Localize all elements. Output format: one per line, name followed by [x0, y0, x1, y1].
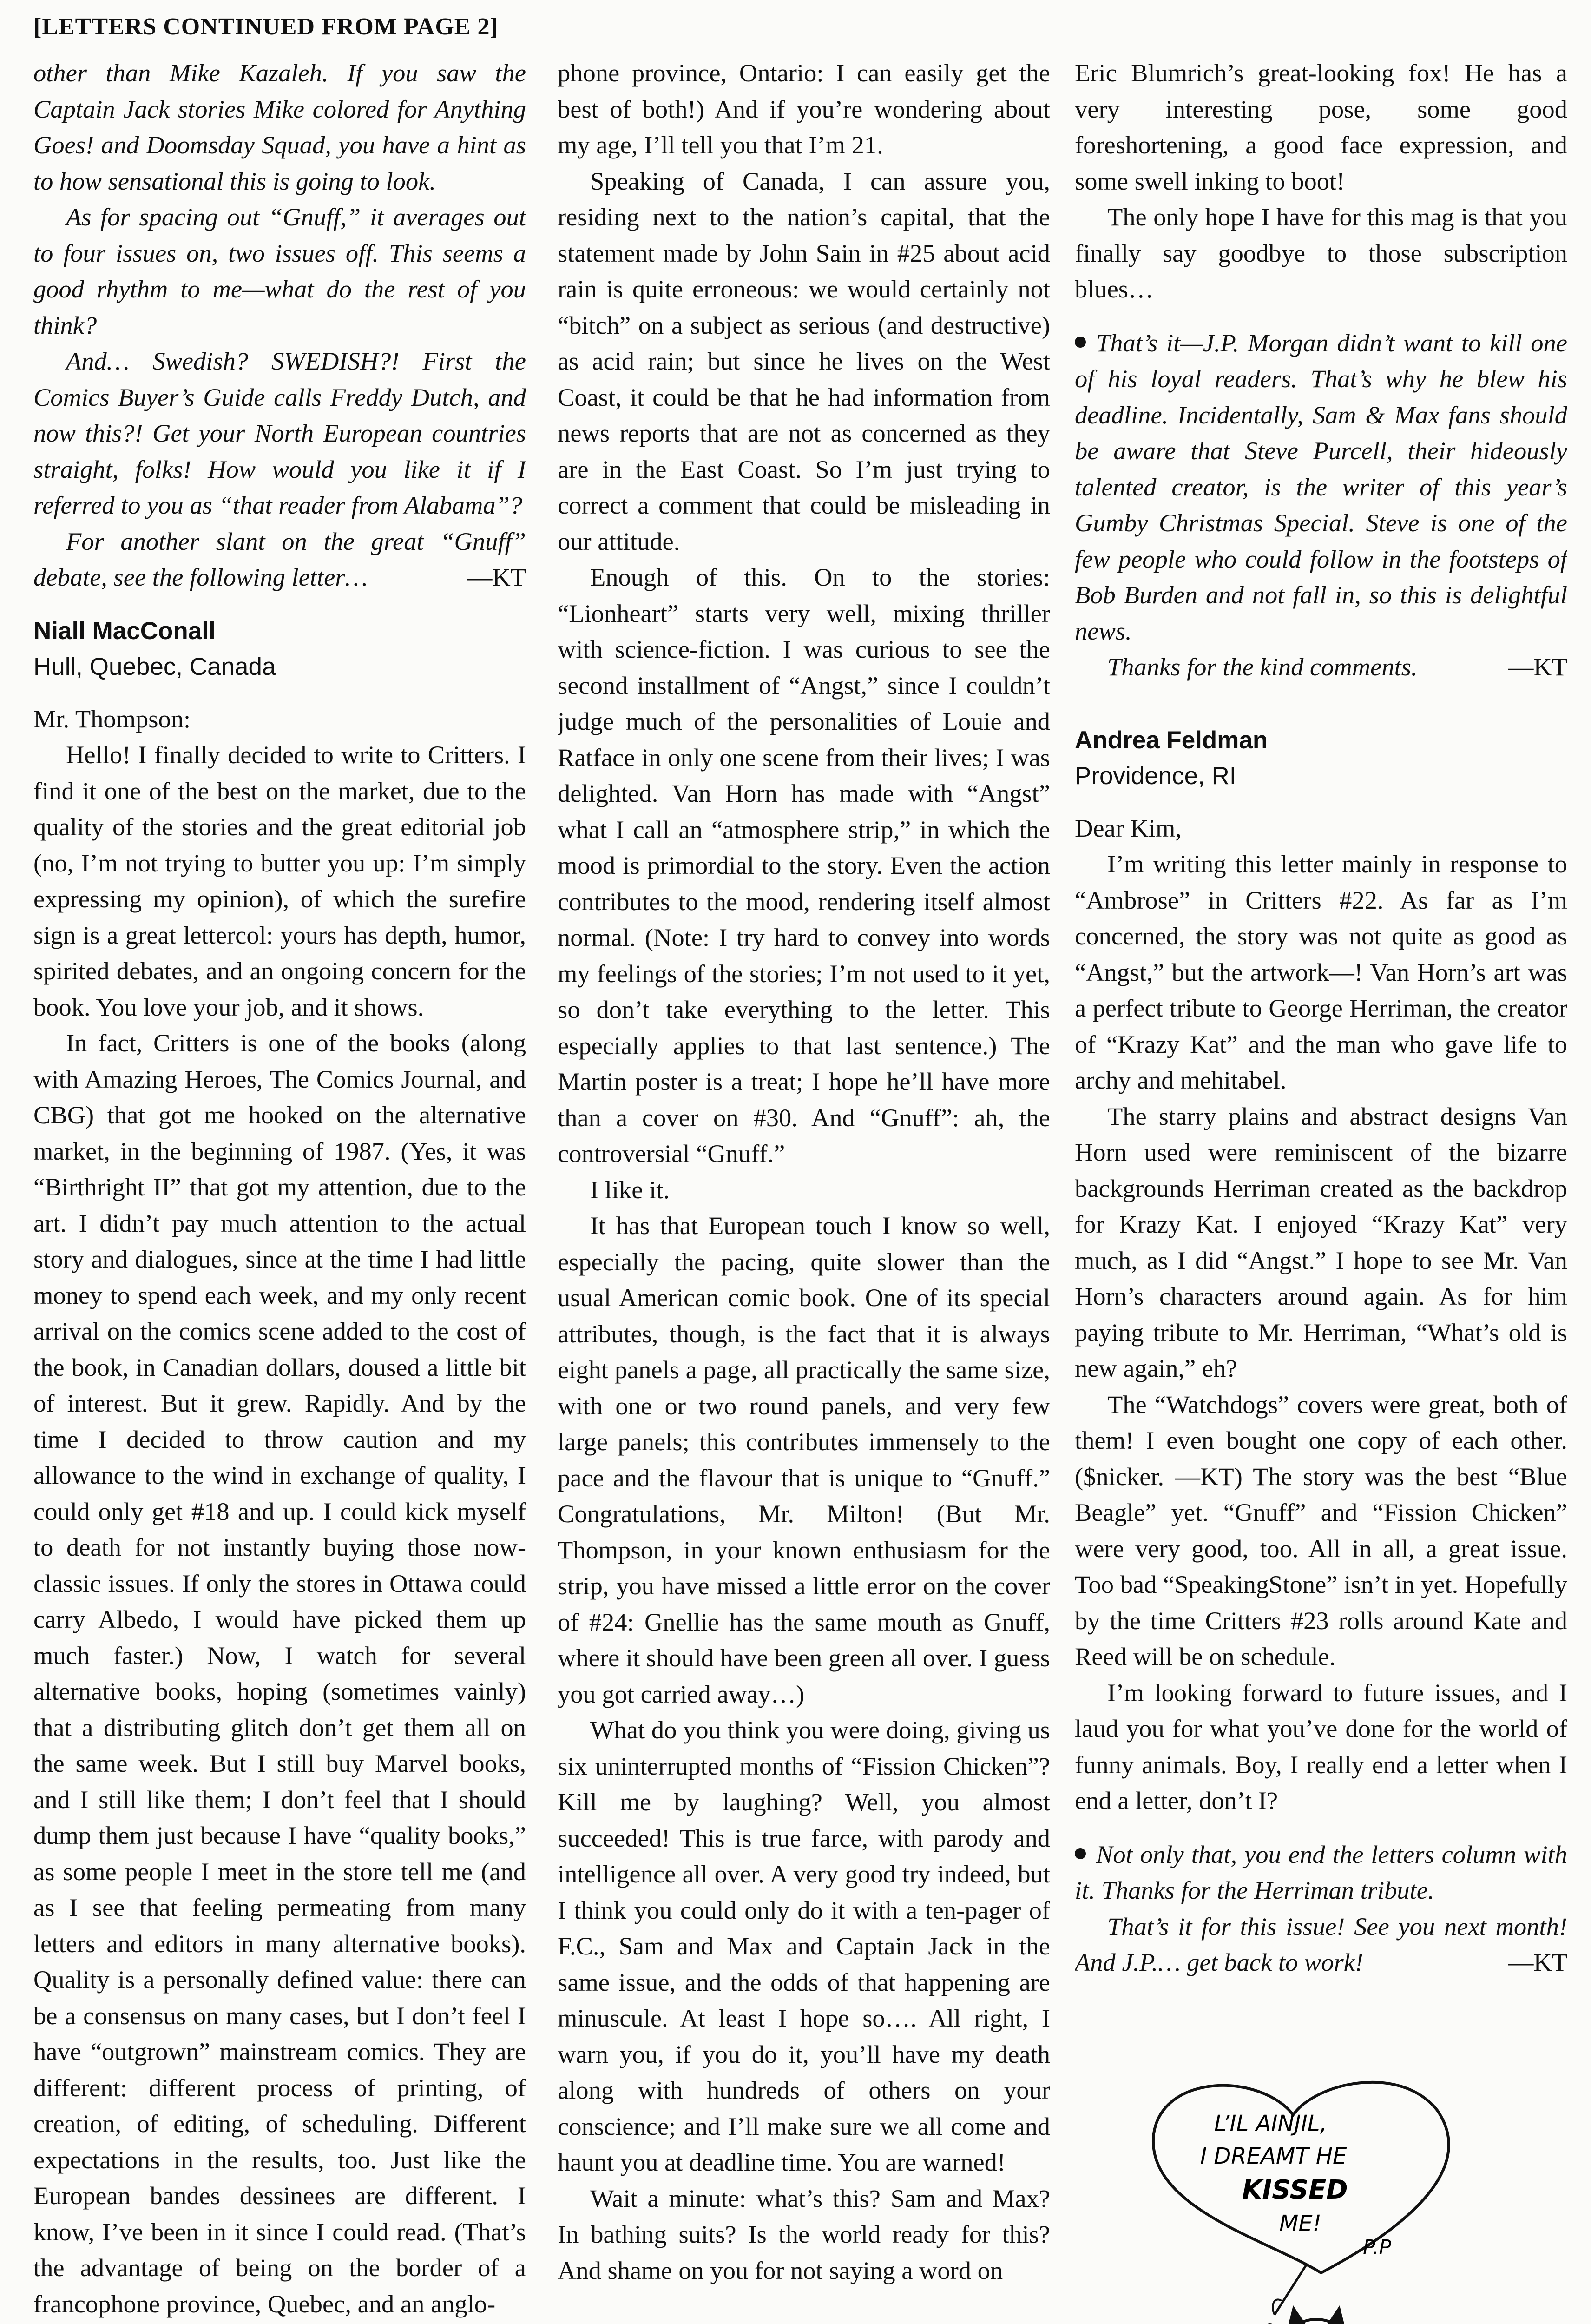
editor-reply-paragraph — [1075, 1908, 1567, 1981]
balloon-tail — [1275, 2264, 1307, 2315]
column-2 — [558, 55, 1050, 2324]
editor-reply-paragraph — [1075, 1836, 1567, 1908]
letter-salutation: Mr. Thompson: — [33, 704, 191, 733]
kat-figure-icon — [1273, 2299, 1400, 2324]
letter-paragraph: The starry plains and abstract designs Van Horn used were reminiscent of the bizarre backgrounds Herriman created as the backdrop for Krazy Kat. I enjoyed “Krazy Kat” very much, as I did “Angst.” I hope to see Mr. Van Horn’s characters around again. As for him paying tribute to Mr. Herriman, “What’s old is new again,” eh? — [1075, 1102, 1567, 1382]
cartoon-drawing — [1075, 2054, 1567, 2324]
letter-paragraph: Wait a minute: what’s this? Sam and Max? In bathing suits? Is the world ready for this? And shame on you for not saying a word on — [558, 2184, 1050, 2284]
letter-paragraph: I like it. — [590, 1175, 670, 1204]
editor-signature: —KT — [467, 563, 526, 591]
letter-paragraph: Eric Blumrich’s great-looking fox! He has a very interesting pose, some good foreshortening, a good face expression, and some swell inking to boot! — [1075, 59, 1567, 195]
letter-paragraph: The only hope I have for this mag is that you finally say goodbye to those subscription blues… — [1075, 203, 1567, 303]
letter-sender-name: Niall MacConall — [33, 617, 216, 645]
continuation-header: [LETTERS CONTINUED FROM PAGE 2] — [33, 13, 499, 40]
editor-reply-paragraph: And… Swedish? SWEDISH?! First the Comics Buyer’s Guide calls Freddy Dutch, and now this?! Get your North European countries straight, folks! How would you like it if I referred to you as “that reader from Alabama”? — [33, 347, 526, 519]
letter-paragraph: I’m looking forward to future issues, and I laud you for what you’ve done for the world of funny animals. Boy, I really end a letter when I end a letter, don’t I? — [1075, 1678, 1567, 1815]
editor-reply-text: That’s it for this issue! See you next month! And J.P.… get back to work! — [1075, 1912, 1567, 1976]
letter-paragraph: Hello! I finally decided to write to Critters. I find it one of the best on the market, due to the quality of the stories and the great editorial job (no, I’m not trying to butter you up: I’m simply expressing my opinion), of which the surefire sign is a great lettercol: yours has depth, humor, spirited debates, and an ongoing concern for the book. You love your job, and it shows. — [33, 740, 526, 1021]
editor-reply-text: For another slant on the great “Gnuff” debate, see the following letter… — [33, 527, 526, 591]
balloon-text: L’IL AINJIL, — [1214, 2111, 1327, 2137]
editor-reply-text: That’s it—J.P. Morgan didn’t want to kill one of his loyal readers. That’s why he blew his deadline. Incidentally, Sam & Max fans should be aware that Steve Purcell, their hideously talented creator, is the writer of this year’s Gumby Christmas Special. Steve is one of the few people who could follow in the footsteps of Bob Burden and not fall in, so this is delightful news. — [1075, 328, 1567, 645]
letter-paragraph: Speaking of Canada, I can assure you, residing next to the nation’s capital, that the statement made by John Sain in #25 about acid rain is quite erroneous: we would certainly not “bitch” on a subject as serious (and destructive) as acid rain; but since he lives on the West Coast, it could be that he had information from news reports that are not as concerned as they are in the East Coast. So I’m just trying to correct a comment that could be misleading in our attitude. — [558, 166, 1050, 555]
editor-signature: —KT — [1508, 1948, 1567, 1976]
column-3 — [1075, 55, 1567, 2324]
editor-reply-paragraph: As for spacing out “Gnuff,” it averages out to four issues on, two issues off. This seems a good rhythm to me—what do the rest of you think? — [33, 203, 526, 339]
editor-reply-paragraph: other than Mike Kazaleh. If you saw the Captain Jack stories Mike colored for Anything Goes! and Doomsday Squad, you have a hint as to how sensational this is going to look. — [33, 59, 526, 195]
letter-sender-location: Providence, RI — [1075, 762, 1236, 790]
letter-paragraph: phone province, Ontario: I can easily get the best of both!) And if you’re wondering about my age, I’ll tell you that I’m 21. — [558, 59, 1050, 159]
letter-paragraph: What do you think you were doing, giving us six uninterrupted months of “Fission Chicken”? Kill me by laughing? Well, you almost succeeded! This is true farce, with parody and intelligence all over. A very good try indeed, but I think you could only do it with a ten-pager of F.C., Sam and Max and Captain Jack in the same issue, and the odds of that happening are minuscule. At least I hope so…. All right, I warn you, if you do it, you’ll have my death along with hundreds of others on your conscience; and I’ll make sure we all come and haunt you at deadline time. You are warned! — [558, 1716, 1050, 2176]
balloon-text: KISSED — [1242, 2175, 1348, 2205]
letter-sender-location: Hull, Quebec, Canada — [33, 653, 276, 680]
editor-reply-paragraph — [33, 523, 526, 595]
bullet-icon — [1075, 1848, 1086, 1859]
balloon-text: ME! — [1279, 2211, 1321, 2237]
letter-paragraph: In fact, Critters is one of the books (along with Amazing Heroes, The Comics Journal, and CBG) that got me hooked on the alternative market, in the beginning of 1987. (Yes, it was “Birthright II” that got my attention, due to the art. I didn’t pay much attention to the actual story and dialogues, since at the time I had little money to spend each week, and my only recent arrival on the comics scene added to the cost of the book, in Canadian dollars, doused a little bit of interest. But it grew. Rapidly. And by the time I decided to throw caution and my allowance to the wind in exchange of quality, I could only get #18 and up. I could kick myself to death for not instantly buying those now-classic issues. If only the stores in Ottawa could carry Albedo, I would have picked them up much faster.) Now, I watch for several alternative books, hoping (sometimes vainly) that a distributing glitch don’t get them all on the same week. But I still buy Marvel books, and I still like them; I don’t feel that I should dump them just because I have “quality books,” as some people I meet in the store tell me (and as I see that feeling permeating from many letters and editors in many alternative books). Quality is a personally defined value: there can be a consensus on many cases, but I don’t feel I have “outgrown” mainstream comics. They are different: different process of printing, of creation, of editing, of scheduling. Different expectations in the results, too. Just like the European bandes dessinees are different. I know, I’ve been in it since I could read. (That’s the advantage of being on the border of a francophone province, Quebec, and an anglo- — [33, 1029, 526, 2318]
letter-sender-name: Andrea Feldman — [1075, 726, 1268, 754]
letter-paragraph: I’m writing this letter mainly in response to “Ambrose” in Critters #22. As far as I’m concerned, the story was not quite as good as “Angst,” but the artwork—! Van Horn’s art was a perfect tribute to George Herriman, the creator of “Krazy Kat” and the man who gave life to archy and mehitabel. — [1075, 850, 1567, 1094]
krazy-kat-cartoon — [1075, 2054, 1567, 2324]
bullet-icon — [1075, 337, 1086, 348]
letter-paragraph: It has that European touch I know so well, especially the pacing, quite slower than the usual American comic book. One of its special attributes, though, is the fact that it is always eight panels a page, all practically the same size, with one or two round panels, and very few large panels; this contributes immensely to the pace and the flavour that is unique to “Gnuff.” Congratulations, Mr. Milton! (But Mr. Thompson, in your known enthusiasm for the strip, you have missed a little error on the cover of #24: Gnellie has the same mouth as Gnuff, where it should have been green all over. I guess you got carried away…) — [558, 1211, 1050, 1708]
editor-reply-text: Thanks for the kind comments. — [1107, 653, 1418, 681]
editor-signature: —KT — [1508, 653, 1567, 681]
balloon-text: I DREAMT HE — [1200, 2143, 1347, 2169]
editor-reply-paragraph — [1075, 325, 1567, 649]
letter-salutation: Dear Kim, — [1075, 813, 1182, 842]
column-1 — [33, 55, 526, 2324]
editor-reply-paragraph — [1075, 649, 1567, 685]
editor-reply-text: Not only that, you end the letters column with it. Thanks for the Herriman tribute. — [1075, 1840, 1567, 1904]
sound-effect-text: P.P — [1363, 2236, 1391, 2259]
letter-paragraph: Enough of this. On to the stories: “Lionheart” starts very well, mixing thriller with science-fiction. I was curious to see the second installment of “Angst,” since I couldn’t judge much of the personalities of Louie and Ratface in only one scene from their lives; I was delighted. Van Horn has made with “Angst” what I call an “atmosphere strip,” in which the mood is primordial to the story. Even the action contributes to the mood, rendering itself almost normal. (Note: I try hard to convey into words my feelings of the stories; I’m not used to it yet, so don’t take everything to the letter. This especially applies to that last sentence.) The Martin poster is a treat; I hope he’ll have more than a cover on #30. And “Gnuff”: ah, the controversial “Gnuff.” — [558, 563, 1050, 1168]
letter-paragraph: The “Watchdogs” covers were great, both of them! I even bought one copy of each other. ($nicker. —KT) The story was the best “Blue Beagle” yet. “Gnuff” and “Fission Chicken” were very good, too. All in all, a great issue. Too bad “SpeakingStone” isn’t in yet. Hopefully by the time Critters #23 rolls around Kate and Reed will be on schedule. — [1075, 1390, 1567, 1670]
